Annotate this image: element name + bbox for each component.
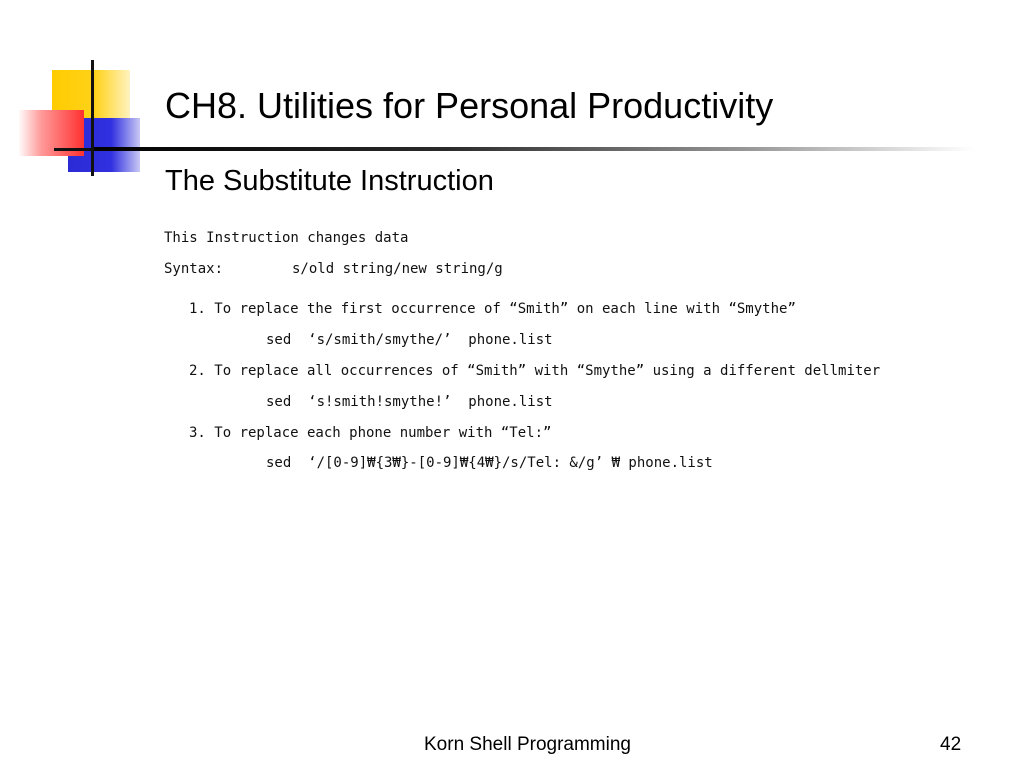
list-item-description: 3. To replace each phone number with “Tel:” (189, 425, 552, 441)
list-item-description: 2. To replace all occurrences of “Smith” with “Smythe” using a different dellmiter (189, 363, 881, 379)
slide-subtitle: The Substitute Instruction (165, 165, 494, 197)
vertical-line (91, 60, 94, 176)
syntax-line (164, 259, 503, 279)
slide-title: CH8. Utilities for Personal Productivity (165, 85, 774, 126)
list-item-description: 1. To replace the first occurrence of “Smith” on each line with “Smythe” (189, 301, 796, 317)
list-item-command: sed ‘/[0-9]₩{3₩}-[0-9]₩{4₩}/s/Tel: &/g’ ₩ phone.list (266, 455, 713, 471)
syntax-value: s/old string/new string/g (292, 261, 503, 277)
page-number: 42 (940, 734, 962, 755)
title-divider (94, 147, 974, 151)
list-item-command: sed ‘s!smith!smythe!’ phone.list (266, 394, 553, 410)
intro-text: This Instruction changes data (164, 230, 409, 246)
footer-title: Korn Shell Programming (424, 734, 631, 755)
syntax-label: Syntax: (164, 261, 224, 277)
slide-logo-decoration (0, 0, 160, 180)
list-item-command: sed ‘s/smith/smythe/’ phone.list (266, 332, 553, 348)
